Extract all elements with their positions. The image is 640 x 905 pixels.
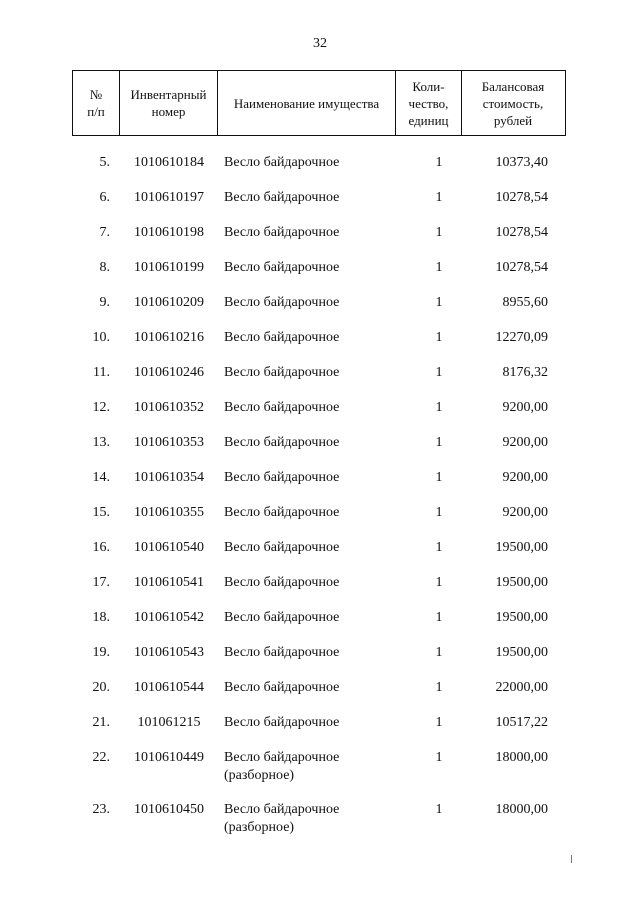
row-number: 9.	[99, 295, 110, 310]
item-name: Весло байдарочное	[224, 190, 340, 205]
balance-cost: 19500,00	[495, 540, 548, 555]
inventory-number: 1010610184	[134, 155, 204, 170]
inventory-number: 1010610197	[134, 190, 204, 205]
balance-cost: 8176,32	[502, 365, 548, 380]
balance-cost: 22000,00	[495, 680, 548, 695]
header-col-qty: Коли- чество, единиц	[395, 71, 461, 135]
balance-cost: 10517,22	[495, 715, 548, 730]
row-number: 5.	[99, 155, 110, 170]
balance-cost: 18000,00	[495, 802, 548, 817]
balance-cost: 9200,00	[502, 435, 548, 450]
quantity: 1	[435, 155, 443, 170]
row-number: 7.	[99, 225, 110, 240]
item-name: Весло байдарочное	[224, 400, 340, 415]
balance-cost: 10373,40	[495, 155, 548, 170]
quantity: 1	[435, 295, 443, 310]
quantity: 1	[435, 470, 443, 485]
scan-mark	[571, 855, 572, 863]
page-number: 32	[313, 36, 327, 51]
item-name: Весло байдарочное	[224, 610, 340, 625]
row-number: 8.	[99, 260, 110, 275]
item-name: Весло байдарочное	[224, 295, 340, 310]
balance-cost: 18000,00	[495, 750, 548, 765]
balance-cost: 10278,54	[495, 190, 548, 205]
quantity: 1	[435, 225, 443, 240]
item-name: Весло байдарочное	[224, 470, 340, 485]
row-number: 17.	[92, 575, 110, 590]
item-name: Весло байдарочное	[224, 680, 340, 695]
header-col-cost: Балансовая стоимость, рублей	[461, 71, 564, 135]
row-number: 21.	[92, 715, 110, 730]
item-name: Весло байдарочное	[224, 645, 340, 660]
row-number: 6.	[99, 190, 110, 205]
row-number: 15.	[92, 505, 110, 520]
inventory-number: 1010610540	[134, 540, 204, 555]
item-name: Весло байдарочное	[224, 575, 340, 590]
inventory-number: 1010610450	[134, 802, 204, 817]
quantity: 1	[435, 750, 443, 765]
inventory-number: 1010610543	[134, 645, 204, 660]
quantity: 1	[435, 540, 443, 555]
balance-cost: 8955,60	[502, 295, 548, 310]
inventory-number: 1010610209	[134, 295, 204, 310]
quantity: 1	[435, 645, 443, 660]
quantity: 1	[435, 680, 443, 695]
header-col-name: Наименование имущества	[217, 71, 395, 135]
item-name: Весло байдарочное	[224, 365, 340, 380]
inventory-number: 1010610449	[134, 750, 204, 765]
balance-cost: 12270,09	[495, 330, 548, 345]
quantity: 1	[435, 190, 443, 205]
inventory-number: 1010610353	[134, 435, 204, 450]
inventory-number: 1010610544	[134, 680, 204, 695]
balance-cost: 10278,54	[495, 260, 548, 275]
item-name: Весло байдарочное	[224, 715, 340, 730]
quantity: 1	[435, 365, 443, 380]
inventory-number: 1010610246	[134, 365, 204, 380]
row-number: 12.	[92, 400, 110, 415]
inventory-number: 1010610542	[134, 610, 204, 625]
balance-cost: 19500,00	[495, 610, 548, 625]
item-name: Весло байдарочное	[224, 435, 340, 450]
inventory-number: 1010610354	[134, 470, 204, 485]
row-number: 14.	[92, 470, 110, 485]
quantity: 1	[435, 575, 443, 590]
balance-cost: 9200,00	[502, 505, 548, 520]
balance-cost: 9200,00	[502, 400, 548, 415]
inventory-number: 1010610216	[134, 330, 204, 345]
quantity: 1	[435, 505, 443, 520]
row-number: 16.	[92, 540, 110, 555]
row-number: 23.	[92, 802, 110, 817]
item-name: Весло байдарочное	[224, 505, 340, 520]
item-name: Весло байдарочное (разборное)	[224, 750, 340, 783]
quantity: 1	[435, 715, 443, 730]
balance-cost: 19500,00	[495, 575, 548, 590]
item-name: Весло байдарочное	[224, 330, 340, 345]
row-number: 11.	[93, 365, 110, 380]
inventory-number: 101061215	[137, 715, 201, 730]
row-number: 18.	[92, 610, 110, 625]
balance-cost: 19500,00	[495, 645, 548, 660]
item-name: Весло байдарочное	[224, 225, 340, 240]
inventory-number: 1010610199	[134, 260, 204, 275]
item-name: Весло байдарочное (разборное)	[224, 802, 340, 835]
inventory-number: 1010610198	[134, 225, 204, 240]
quantity: 1	[435, 260, 443, 275]
balance-cost: 10278,54	[495, 225, 548, 240]
inventory-number: 1010610352	[134, 400, 204, 415]
header-col-num: № п/п	[87, 87, 105, 119]
header-col-inventory: Инвентарный номер	[119, 71, 217, 135]
inventory-number: 1010610355	[134, 505, 204, 520]
quantity: 1	[435, 330, 443, 345]
row-number: 20.	[92, 680, 110, 695]
item-name: Весло байдарочное	[224, 540, 340, 555]
item-name: Весло байдарочное	[224, 155, 340, 170]
balance-cost: 9200,00	[502, 470, 548, 485]
quantity: 1	[435, 802, 443, 817]
row-number: 22.	[92, 750, 110, 765]
quantity: 1	[435, 435, 443, 450]
quantity: 1	[435, 610, 443, 625]
quantity: 1	[435, 400, 443, 415]
row-number: 10.	[92, 330, 110, 345]
row-number: 13.	[92, 435, 110, 450]
row-number: 19.	[92, 645, 110, 660]
inventory-number: 1010610541	[134, 575, 204, 590]
item-name: Весло байдарочное	[224, 260, 340, 275]
